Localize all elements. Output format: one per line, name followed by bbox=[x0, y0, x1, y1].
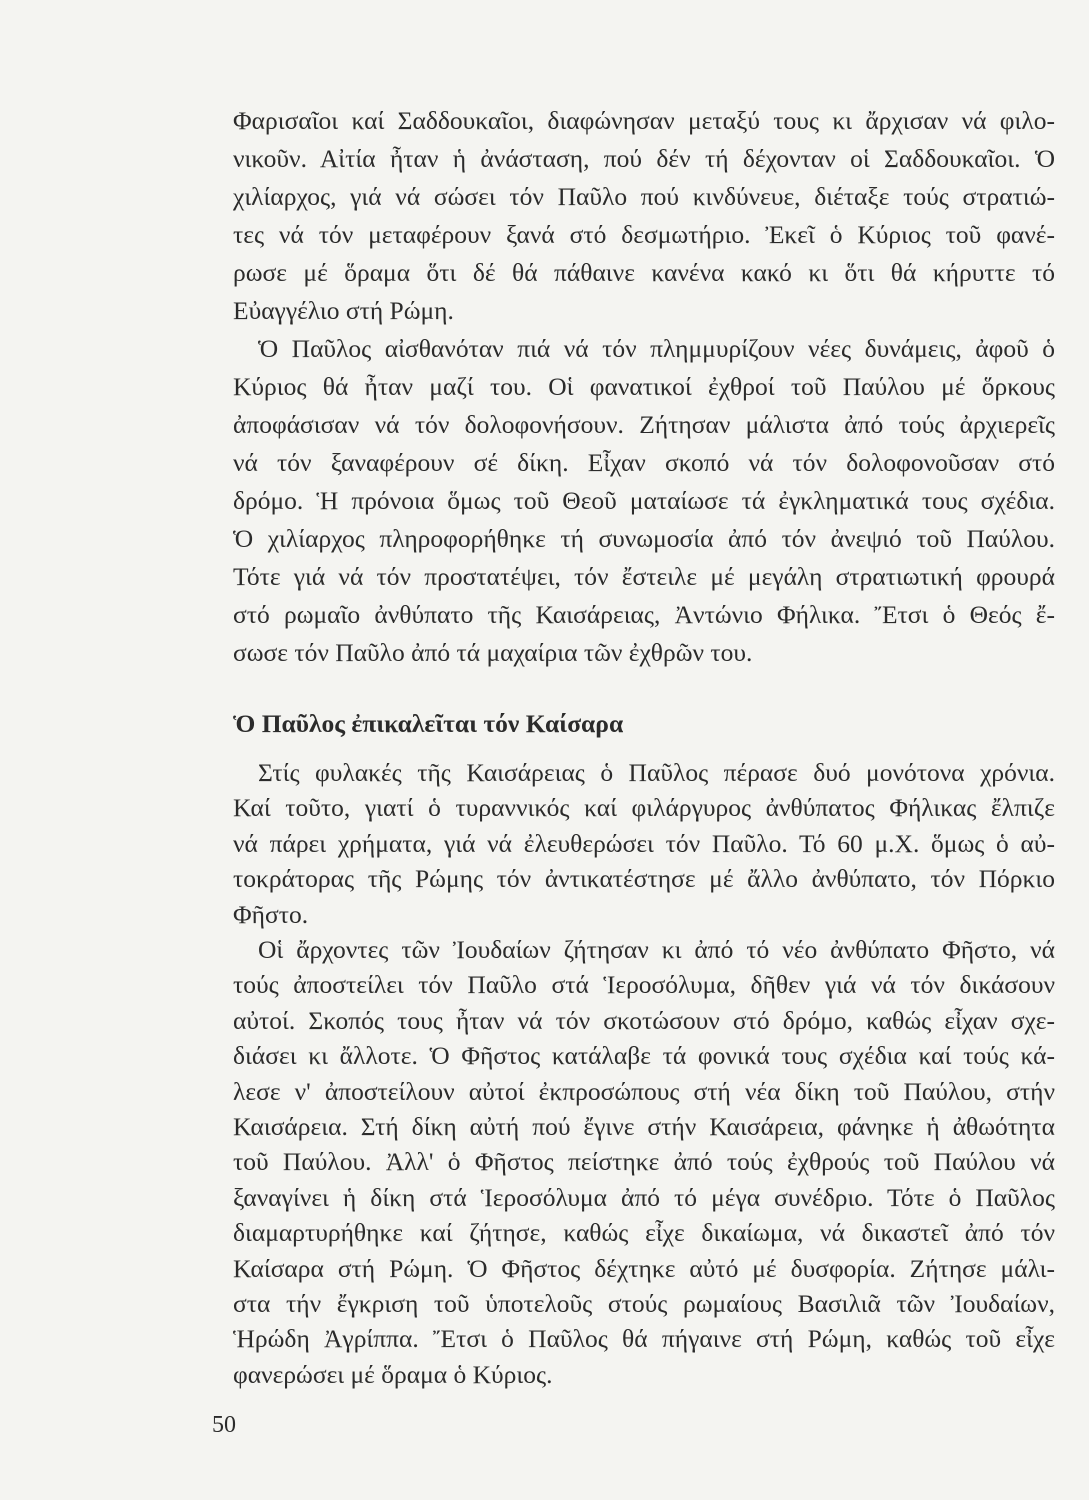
text-line: τοῦ Παύλου. Ἀλλ' ὁ Φῆστος πείστηκε ἀπό τούς ἐχθρούς τοῦ Παύλου νά bbox=[233, 1147, 1055, 1176]
text-line: τες νά τόν μεταφέρουν ξανά στό δεσμωτήριο. Ἐκεῖ ὁ Κύριος τοῦ φανέ- bbox=[233, 220, 1055, 249]
text-line: διαμαρτυρήθηκε καί ζήτησε, καθώς εἶχε δικαίωμα, νά δικαστεῖ ἀπό τόν bbox=[233, 1218, 1055, 1247]
text-line: νά πάρει χρήματα, γιά νά ἐλευθερώσει τόν Παῦλο. Τό 60 μ.Χ. ὅμως ὁ αὐ- bbox=[233, 829, 1055, 858]
text-line: χιλίαρχος, γιά νά σώσει τόν Παῦλο πού κινδύνευε, διέταξε τούς στρατιώ- bbox=[233, 182, 1055, 211]
text-line: ἀποφάσισαν νά τόν δολοφονήσουν. Ζήτησαν μάλιστα ἀπό τούς ἀρχιερεῖς bbox=[233, 410, 1055, 439]
text-line: Τότε γιά νά τόν προστατέψει, τόν ἔστειλε μέ μεγάλη στρατιωτική φρουρά bbox=[233, 562, 1055, 591]
text-line: δρόμο. Ἡ πρόνοια ὅμως τοῦ Θεοῦ ματαίωσε τά ἐγκληματικά τους σχέδια. bbox=[233, 486, 1055, 515]
text-line: ρωσε μέ ὅραμα ὅτι δέ θά πάθαινε κανένα κακό κι ὅτι θά κήρυττε τό bbox=[233, 258, 1055, 287]
paragraph-first-line: Οἱ ἄρχοντες τῶν Ἰουδαίων ζήτησαν κι ἀπό τό νέο ἀνθύπατο Φῆστο, νά bbox=[258, 935, 1055, 964]
text-line: Καίσαρα στή Ρώμη. Ὁ Φῆστος δέχτηκε αὐτό μέ δυσφορία. Ζήτησε μάλι- bbox=[233, 1254, 1055, 1283]
text-line: φανερώσει μέ ὅραμα ὁ Κύριος. bbox=[233, 1360, 553, 1389]
text-line: Καί τοῦτο, γιατί ὁ τυραννικός καί φιλάργυρος ἀνθύπατος Φήλικας ἔλπιζε bbox=[233, 793, 1055, 822]
text-line: Καισάρεια. Στή δίκη αὐτή πού ἔγινε στήν Καισάρεια, φάνηκε ἡ ἀθωότητα bbox=[233, 1112, 1055, 1141]
text-line: ξαναγίνει ἡ δίκη στά Ἱεροσόλυμα ἀπό τό μέγα συνέδριο. Τότε ὁ Παῦλος bbox=[233, 1183, 1055, 1212]
text-line: νικοῦν. Αἰτία ἦταν ἡ ἀνάσταση, πού δέν τή δέχονταν οἱ Σαδδουκαῖοι. Ὁ bbox=[233, 144, 1055, 173]
text-line: αὐτοί. Σκοπός τους ἦταν νά τόν σκοτώσουν στό δρόμο, καθώς εἶχαν σχε- bbox=[233, 1006, 1055, 1035]
text-line: σωσε τόν Παῦλο ἀπό τά μαχαίρια τῶν ἐχθρῶν του. bbox=[233, 638, 753, 667]
text-line: τούς ἀποστείλει τόν Παῦλο στά Ἱεροσόλυμα, δῆθεν γιά νά τόν δικάσουν bbox=[233, 970, 1055, 999]
page-number: 50 bbox=[212, 1412, 236, 1438]
text-line: Φῆστο. bbox=[233, 900, 309, 929]
text-line: λεσε ν' ἀποστείλουν αὐτοί ἐκπροσώπους στή νέα δίκη τοῦ Παύλου, στήν bbox=[233, 1077, 1055, 1106]
paragraph-first-line: Ὁ Παῦλος αἰσθανόταν πιά νά τόν πλημμυρίζουν νέες δυνάμεις, ἀφοῦ ὁ bbox=[258, 334, 1055, 363]
text-line: διάσει κι ἄλλοτε. Ὁ Φῆστος κατάλαβε τά φονικά τους σχέδια καί τούς κά- bbox=[233, 1041, 1055, 1070]
text-line: τοκράτορας τῆς Ρώμης τόν ἀντικατέστησε μέ ἄλλο ἀνθύπατο, τόν Πόρκιο bbox=[233, 864, 1055, 893]
text-line: Κύριος θά ἦταν μαζί του. Οἱ φανατικοί ἐχθροί τοῦ Παύλου μέ ὅρκους bbox=[233, 372, 1055, 401]
text-line: Φαρισαῖοι καί Σαδδουκαῖοι, διαφώνησαν μεταξύ τους κι ἄρχισαν νά φιλο- bbox=[233, 106, 1055, 135]
text-line: Εὐαγγέλιο στή Ρώμη. bbox=[233, 296, 454, 325]
text-line: Ὁ χιλίαρχος πληροφορήθηκε τή συνωμοσία ἀπό τόν ἀνεψιό τοῦ Παύλου. bbox=[233, 524, 1055, 553]
text-line: στα τήν ἔγκριση τοῦ ὑποτελοῦς στούς ρωμαίους Βασιλιᾶ τῶν Ἰουδαίων, bbox=[233, 1289, 1055, 1318]
section-heading: Ὁ Παῦλος ἐπικαλεῖται τόν Καίσαρα bbox=[233, 709, 624, 738]
paragraph-first-line: Στίς φυλακές τῆς Καισάρειας ὁ Παῦλος πέρασε δυό μονότονα χρόνια. bbox=[258, 758, 1055, 787]
text-line: Ἡρώδη Ἀγρίππα. Ἔτσι ὁ Παῦλος θά πήγαινε στή Ρώμη, καθώς τοῦ εἶχε bbox=[233, 1324, 1055, 1353]
text-line: στό ρωμαῖο ἀνθύπατο τῆς Καισάρειας, Ἀντώνιο Φήλικα. Ἔτσι ὁ Θεός ἔ- bbox=[233, 600, 1055, 629]
text-line: νά τόν ξαναφέρουν σέ δίκη. Εἶχαν σκοπό νά τόν δολοφονοῦσαν στό bbox=[233, 448, 1055, 477]
